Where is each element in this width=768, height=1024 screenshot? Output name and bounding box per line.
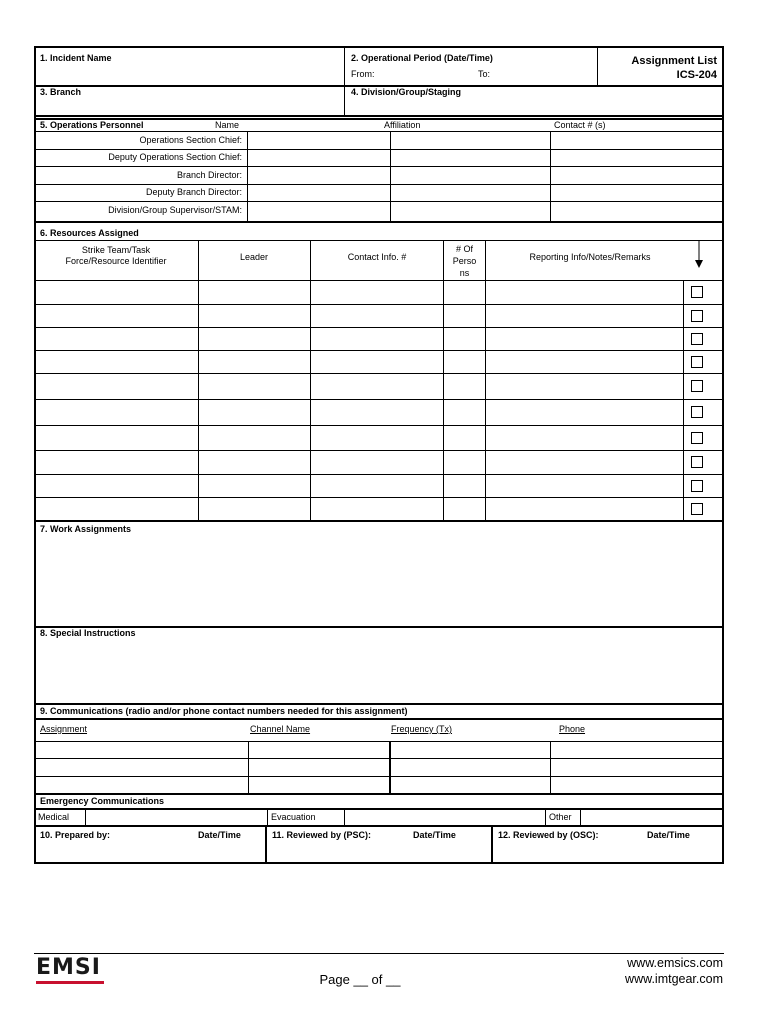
- resource-row-checkbox[interactable]: [691, 380, 703, 392]
- resource-row[interactable]: [35, 374, 682, 399]
- res-col-persons-2: Perso: [452, 256, 477, 266]
- prepared-by-label: 10. Prepared by:: [40, 830, 111, 840]
- res-col-persons-3: ns: [459, 268, 470, 278]
- special-instructions-area[interactable]: [40, 642, 716, 700]
- osc-review-label: 12. Reviewed by (OSC):: [498, 830, 599, 840]
- ops-row-osc: Operations Section Chief:: [139, 135, 242, 145]
- operational-period-label: 2. Operational Period (Date/Time): [351, 53, 493, 63]
- res-col-identifier-2: Force/Resource Identifier: [65, 256, 167, 266]
- to-label: To:: [478, 69, 491, 79]
- emergency-comms-heading: Emergency Communications: [40, 796, 165, 806]
- ops-row-deputy-branch-director: Deputy Branch Director:: [145, 187, 242, 197]
- evacuation-label: Evacuation: [271, 812, 316, 822]
- medical-label: Medical: [38, 812, 70, 822]
- psc-review-label: 11. Reviewed by (PSC):: [272, 830, 372, 840]
- form-code: ICS-204: [676, 69, 717, 81]
- medical-field[interactable]: [86, 809, 266, 824]
- page-number: Page __ of __: [319, 972, 401, 987]
- resource-row[interactable]: [35, 426, 682, 450]
- ops-col-name: Name: [215, 120, 240, 130]
- special-instructions-heading: 8. Special Instructions: [40, 628, 136, 638]
- resource-row[interactable]: [35, 498, 682, 520]
- resource-row-checkbox[interactable]: [691, 432, 703, 444]
- res-col-identifier-1: Strike Team/Task: [81, 245, 151, 255]
- comms-col-channel: Channel Name: [250, 724, 311, 734]
- division-label: 4. Division/Group/Staging: [351, 87, 462, 97]
- ops-col-affiliation: Affiliation: [384, 120, 421, 130]
- ops-personnel-heading: 5. Operations Personnel: [40, 120, 144, 130]
- resource-row[interactable]: [35, 351, 682, 373]
- resource-row[interactable]: [35, 281, 682, 304]
- from-label: From:: [351, 69, 375, 79]
- res-col-contact: Contact Info. #: [347, 252, 407, 262]
- footer-url-emsics[interactable]: www.emsics.com: [627, 956, 723, 970]
- ops-row-branch-director: Branch Director:: [176, 170, 242, 180]
- resource-row[interactable]: [35, 305, 682, 327]
- resource-row[interactable]: [35, 400, 682, 425]
- resource-row-checkbox[interactable]: [691, 456, 703, 468]
- psc-date-label: Date/Time: [413, 830, 456, 840]
- res-col-leader: Leader: [239, 252, 269, 262]
- resource-row[interactable]: [35, 475, 682, 497]
- res-col-persons-1: # Of: [455, 244, 473, 254]
- resource-row-checkbox[interactable]: [691, 406, 703, 418]
- emsi-logo: [36, 956, 104, 984]
- comms-col-assignment: Assignment: [40, 724, 88, 734]
- ops-row-deputy-osc: Deputy Operations Section Chief:: [108, 152, 242, 162]
- resource-row[interactable]: [35, 451, 682, 474]
- emsi-logo-text: EMSI: [36, 955, 101, 980]
- res-col-notes: Reporting Info/Notes/Remarks: [529, 252, 651, 262]
- incident-name-label: 1. Incident Name: [40, 53, 112, 63]
- resource-row-checkbox[interactable]: [691, 480, 703, 492]
- resource-row[interactable]: [35, 328, 682, 350]
- resource-row-checkbox[interactable]: [691, 333, 703, 345]
- resource-row-checkbox[interactable]: [691, 286, 703, 298]
- evacuation-field[interactable]: [345, 809, 544, 824]
- branch-label: 3. Branch: [40, 87, 82, 97]
- ops-row-division-supervisor: Division/Group Supervisor/STAM:: [108, 205, 242, 215]
- footer-url-imtgear[interactable]: www.imtgear.com: [625, 972, 723, 986]
- comms-col-phone: Phone: [559, 724, 586, 734]
- footer-divider: [34, 953, 724, 954]
- other-label: Other: [549, 812, 572, 822]
- work-assignments-heading: 7. Work Assignments: [40, 524, 132, 534]
- arrow-down-icon: [692, 238, 706, 270]
- resource-row-checkbox[interactable]: [691, 503, 703, 515]
- resources-heading: 6. Resources Assigned: [40, 228, 139, 238]
- resource-row-checkbox[interactable]: [691, 310, 703, 322]
- comms-col-frequency: Frequency (Tx): [391, 724, 453, 734]
- osc-date-label: Date/Time: [647, 830, 690, 840]
- work-assignments-area[interactable]: [40, 538, 716, 622]
- ops-col-contact: Contact # (s): [554, 120, 606, 130]
- communications-heading: 9. Communications (radio and/or phone contact numbers needed for this assignment): [40, 706, 408, 716]
- prepared-date-label: Date/Time: [198, 830, 241, 840]
- other-field[interactable]: [581, 809, 721, 824]
- form-title: Assignment List: [631, 55, 717, 67]
- resource-row-checkbox[interactable]: [691, 356, 703, 368]
